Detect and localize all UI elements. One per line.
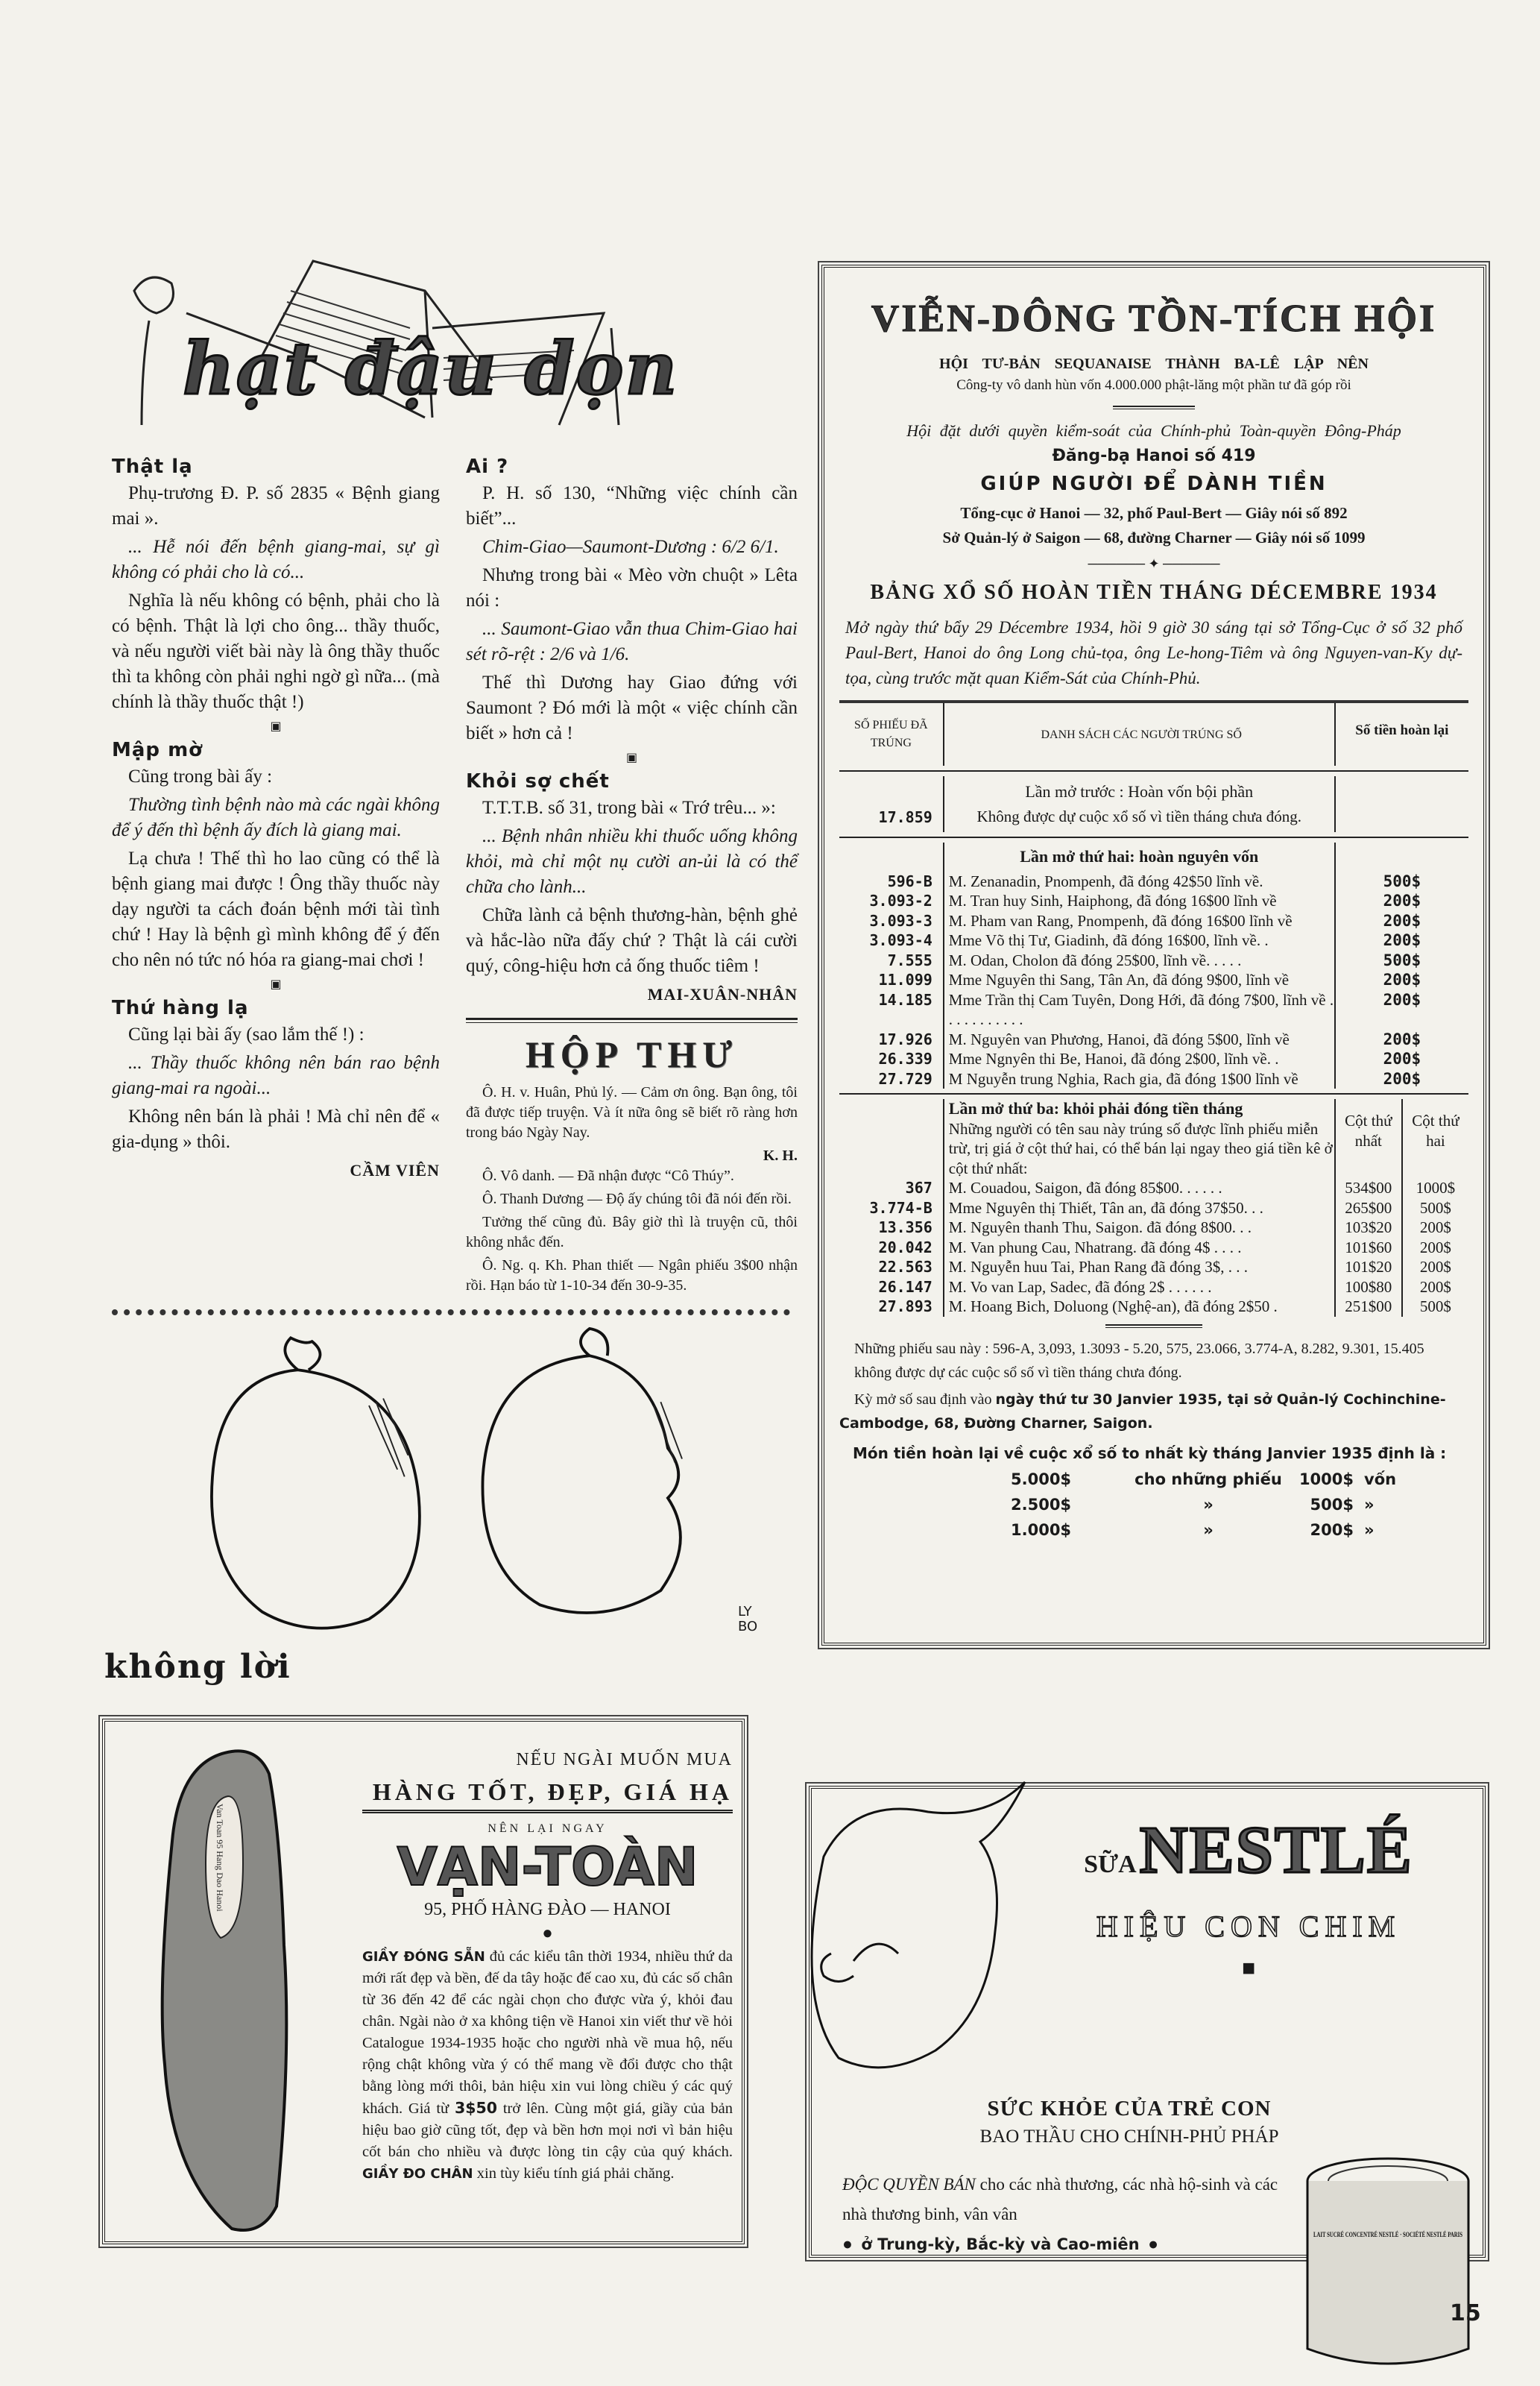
face-value: 200$ (1401, 1218, 1468, 1238)
table-row (839, 1030, 1468, 1050)
refund-amount: 200$ (1334, 990, 1468, 1030)
sale-value: 251$00 (1345, 1297, 1392, 1315)
winner-name: M. Tran huy Sinh, Haiphong, đã đóng 16$00 lĩnh về (943, 891, 1334, 911)
refund-amount: 200$ (1334, 931, 1468, 951)
winner-name: Mme Nguyên thị Thiết, Tân an, đã đóng 37$50. . . (943, 1198, 1334, 1218)
refund-amount: 200$ (1334, 911, 1468, 931)
empty-cell (839, 1099, 943, 1178)
prize-amount: 5.000$ (1011, 1470, 1072, 1488)
refund-amount: 500$ (1334, 872, 1468, 892)
ad-pre: SỮA (1084, 1851, 1137, 1878)
mailbox-letter: Ô. Ng. q. Kh. Phan thiết — Ngân phiếu 3$00 nhận rồi. Hạn báo từ 1-10-34 đến 30-9-35. (466, 1257, 798, 1294)
sale-value: 534$00 (1345, 1179, 1392, 1197)
face-value: 500$ (1401, 1297, 1468, 1317)
ticket-number: 3.093-3 (869, 911, 932, 930)
article-paragraph: Chim-Giao—Saumont-Dương : 6/2 6/1. (482, 537, 779, 557)
refund-amount: 200$ (1334, 1069, 1468, 1089)
ticket-number: 11.099 (878, 971, 932, 989)
column-header-art (112, 246, 798, 425)
table-header (839, 703, 1468, 766)
table-row (839, 1238, 1468, 1258)
header-ticket-number: SỐ PHIẾU ĐÃ TRÚNG (854, 719, 928, 749)
mailbox-letter: Tưởng thế cũng đủ. Bây giờ thì là truyện cũ, thôi không nhắc đến. (466, 1214, 798, 1250)
article-paragraph: ... Hễ nói đến bệnh giang-mai, sự gì không có phải cho là có... (112, 537, 440, 582)
next-draw (839, 1388, 1461, 1435)
article-paragraph: ... Bệnh nhân nhiều khi thuốc uống không khỏi, mà chỉ một nụ cười an-ủi là có thể chữa cho lành... (466, 826, 798, 897)
winner-cell (943, 1099, 1334, 1178)
mailbox-section (466, 1018, 798, 1296)
prize-capital: 500$ (1310, 1495, 1354, 1514)
draw-heading: Lần mở trước : Hoàn vốn bội phần (1025, 782, 1254, 801)
ad-line2: BAO THẦU CHO CHÍNH-PHỦ PHÁP (979, 2127, 1279, 2147)
ad-body-lead2: GIẦY ĐO CHÂN (362, 2166, 473, 2182)
ad-body-text: xin tùy kiểu tính giá phải chăng. (473, 2165, 675, 2182)
square-ornament-icon: ■ (1241, 1956, 1256, 1980)
draw-heading: Lần mở thứ hai: hoàn nguyên vốn (943, 843, 1334, 872)
winner-name: M. Vo van Lap, Sadec, đã đóng 2$ . . . . . . (943, 1277, 1334, 1297)
nestle-headline-block (965, 2095, 1293, 2149)
table-row (839, 911, 1468, 931)
left-column (112, 451, 440, 1183)
winner-name: Mme Trần thị Cam Tuyên, Dong Hới, đã đóng 7$00, lĩnh về . . . . . . . . . . . (943, 990, 1334, 1030)
ornament-icon: ▣ (270, 978, 282, 991)
middle-column (466, 451, 798, 1299)
ticket-number: 367 (905, 1179, 932, 1197)
ornament-icon: ▣ (270, 720, 282, 733)
divider (1105, 1324, 1202, 1328)
refund-amount: 200$ (1334, 1049, 1468, 1069)
face-value: 200$ (1401, 1257, 1468, 1277)
amount-cell (1334, 1218, 1468, 1238)
ad-body-text: trở lên. Cùng một giá, giầy của bản hiệu bao giờ cũng tốt, đẹp và bền hơn mọi nơi vì bản hiệu cốt bán cho nhiều và được lòng tin cậy của quý khách. (362, 2100, 733, 2160)
milk-can-illustration (1302, 2155, 1474, 2379)
table-row (839, 1257, 1468, 1277)
table-row (839, 1178, 1468, 1198)
ticket-number: 17.926 (878, 1030, 932, 1048)
cartoon-caption: không lời (104, 1648, 291, 1686)
table-row-heading (839, 843, 1468, 872)
prize-list (824, 1467, 1483, 1543)
prize-unit: » (1364, 1495, 1375, 1514)
nestle-text (1025, 1812, 1472, 1981)
shoe-illustration (120, 1744, 359, 2236)
prize-text: » (1203, 1520, 1214, 1539)
ad-brand: NESTLÉ (1139, 1813, 1413, 1887)
amount-cell (1334, 776, 1468, 832)
column-header-second: Cột thứ hai (1401, 1099, 1468, 1178)
cartoon-artist-signature: LY BO (738, 1604, 758, 1634)
article-paragraph: Chữa lành cả bệnh thương-hàn, bệnh ghẻ và hắc-lào nữa đấy chứ ? Thật là cái cười quý, công-hiệu hơn cả ống thuốc tiêm ! (466, 905, 798, 976)
table-row (839, 1297, 1468, 1317)
sale-value: 265$00 (1345, 1198, 1392, 1217)
header-amount: Số tiền hoàn lại (1334, 703, 1468, 766)
ad-pre: NẾU NGÀI MUỐN MUA (516, 1750, 733, 1769)
column-header-title: hạt đậu dọn (183, 327, 679, 411)
ticket-number: 7.555 (887, 951, 932, 969)
article-paragraph: Phụ-trương Đ. P. số 2835 « Bệnh giang mai ». (112, 483, 440, 529)
prize-amount: 1.000$ (1011, 1520, 1072, 1539)
winner-name: Mme Ngnyên thi Be, Hanoi, đã đóng 2$00, lĩnh về. . (943, 1049, 1334, 1069)
sale-value: 101$60 (1345, 1238, 1392, 1256)
winner-name: M. Nguyễn huu Tai, Phan Rang đã đóng 3$, . . . (943, 1257, 1334, 1277)
wordless-cartoon (104, 1327, 790, 1700)
next-draw-detail: ngày thứ tư 30 Janvier 1935, tại sở Quản-lý Cochinchine-Cambodge, 68, Đường Charner, Saigon. (839, 1391, 1446, 1432)
amount-columns (1334, 1099, 1468, 1178)
ad-body-lead: ĐỘC QUYỀN BÁN (842, 2175, 976, 2194)
column-header-first: Cột thứ nhất (1345, 1112, 1392, 1150)
middle-column-articles (466, 454, 798, 1007)
mailbox-letters (466, 1083, 798, 1296)
ad-control: Hội đặt dưới quyền kiểm-soát của Chính-phủ Toàn-quyền Đông-Pháp (906, 421, 1401, 440)
article-paragraph: Thế thì Dương hay Giao đứng với Saumont ? Đó mới là một « việc chính cần biết » hơn cả ! (466, 673, 798, 743)
dotted-divider (112, 1309, 790, 1315)
prize-row (824, 1517, 1483, 1543)
nestle-body (842, 2170, 1282, 2259)
winner-name: M. Couadou, Saigon, đã đóng 85$00. . . . . . (943, 1178, 1334, 1198)
article-paragraph: Nghĩa là nếu không có bệnh, phải cho là có bệnh. Thật là lợi cho ông... thầy thuốc, và nếu người viết bài này là ông thầy thuốc thì ta không còn phải nghi ngờ gì nữa... (mà chính là thầy thuốc thật !) (112, 591, 440, 712)
table-row (839, 931, 1468, 951)
draw-intro: Mở ngày thứ bẩy 29 Décembre 1934, hồi 9 giờ 30 sáng tại sở Tổng-Cục ở số 32 phố Paul-Bert, Hanoi do ông Long chủ-tọa, ông Le-hong-Tiêm và ông Nguyen-van-Ky dự-tọa, cùng trước mặt quan Kiểm-Sát của Chính-Phủ. (845, 618, 1462, 687)
ticket-number: 3.093-2 (869, 892, 932, 910)
amount-cell (1334, 1277, 1468, 1297)
page-number: 15 (1450, 2300, 1481, 2326)
table-row (839, 951, 1468, 971)
sale-value: 100$80 (1345, 1277, 1392, 1296)
amount-cell (1334, 843, 1468, 872)
divider (839, 837, 1468, 838)
vien-dong-advertisement (821, 265, 1486, 1646)
article-title: Ai ? (466, 456, 509, 478)
prize-capital: 200$ (1310, 1520, 1354, 1539)
refund-amount: 200$ (1334, 891, 1468, 911)
winner-name: M. Van phung Cau, Nhatrang. đã đóng 4$ . . . . (943, 1238, 1334, 1258)
winner-name: M. Nguyên van Phương, Hanoi, đã đóng 5$00, lĩnh về (943, 1030, 1334, 1050)
winner-name: M. Zenanadin, Pnompenh, đã đóng 42$50 lĩnh về. (943, 872, 1334, 892)
article-paragraph: Cũng trong bài ấy : (128, 767, 273, 787)
refund-amount: 200$ (1334, 1030, 1468, 1050)
article-paragraph: ... Saumont-Giao vẫn thua Chim-Giao hai sét rõ-rệt : 2/6 và 1/6. (466, 619, 798, 664)
winner-name: M. Hoang Bich, Doluong (Nghệ-an), đã đóng 2$50 . (943, 1297, 1334, 1317)
article-paragraph: T.T.T.B. số 31, trong bài « Trớ trêu... »: (482, 798, 776, 818)
mailbox-letter: Ô. Thanh Dương — Độ ấy chúng tôi đã nói đến rồi. (482, 1191, 792, 1207)
bullet-icon: ● (1139, 2235, 1158, 2253)
header-winners: DANH SÁCH CÁC NGƯỜI TRÚNG SỐ (943, 703, 1334, 766)
bullet-icon: ● (542, 1924, 553, 1943)
face-value: 200$ (1401, 1238, 1468, 1258)
ad-address: 95, PHỐ HÀNG ĐÀO — HANOI (424, 1900, 671, 1919)
ticket-number: 3.774-B (869, 1198, 932, 1217)
amount-cell (1334, 1238, 1468, 1258)
ad-brand: VẠN-TOÀN (397, 1836, 698, 1898)
article-paragraph: Cũng lại bài ấy (sao lắm thế !) : (128, 1024, 365, 1045)
cartoon-drawing (104, 1327, 790, 1640)
ad-sub: HIỆU CON CHIM (1096, 1910, 1401, 1943)
amount-cell (1334, 1178, 1468, 1198)
winner-name: M. Odan, Cholon đã đóng 25$00, lĩnh về. . . . . (943, 951, 1334, 971)
winner-name: M Nguyễn trung Nghia, Rach gia, đã đóng 1$00 lĩnh về (943, 1069, 1334, 1089)
article-paragraph: Nhưng trong bài « Mèo vờn chuột » Lêta nói : (466, 565, 798, 611)
ad-sub: NÊN LẠI NGAY (487, 1822, 608, 1835)
divider (1113, 406, 1195, 409)
divider (466, 1018, 798, 1023)
winner-name: M. Pham van Rang, Pnompenh, đã đóng 16$00 lĩnh về (943, 911, 1334, 931)
prize-amount: 2.500$ (1011, 1495, 1072, 1514)
ad-slogan: GIÚP NGƯỜI ĐỂ DÀNH TIỀN (980, 473, 1328, 495)
face-value: 500$ (1401, 1198, 1468, 1218)
ad-headline: HÀNG TỐT, ĐẸP, GIÁ HẠ (362, 1777, 733, 1813)
table-row (839, 970, 1468, 990)
ticket-number: 26.147 (878, 1277, 932, 1296)
winner-cell (943, 776, 1334, 832)
draw-title: BẢNG XỔ SỐ HOÀN TIỀN THÁNG DÉCEMBRE 1934 (870, 581, 1438, 604)
refund-amount: 200$ (1334, 970, 1468, 990)
winner-name: Mme Nguyên thi Sang, Tân An, đã đóng 9$00, lĩnh về (943, 970, 1334, 990)
mailbox-title: HỘP THƯ (525, 1033, 739, 1075)
ad-title: VIỄN-DÔNG TỒN-TÍCH HỘI (871, 298, 1437, 340)
mailbox-letter: Ô. H. v. Huân, Phủ lý. — Cảm ơn ông. Bạn ông, tôi đã được tiếp truyện. Và ít nữa ông sẽ biết rõ ràng hơn trong báo Ngày Nay. (466, 1084, 798, 1141)
mailbox-signer: K. H. (763, 1148, 798, 1164)
prize-capital: 1000$ (1298, 1470, 1354, 1488)
van-toan-text (362, 1748, 733, 2185)
ad-hq-address: Tổng-cục ở Hanoi — 32, phố Paul-Bert — Giây nói số 892 (960, 504, 1348, 522)
article-paragraph: Thường tình bệnh nào mà các ngài không để ý đến thì bệnh ấy đích là giang mai. (112, 795, 440, 840)
winner-name: M. Nguyên thanh Thu, Saigon. đã đóng 8$00. . . (943, 1218, 1334, 1238)
author-signature: CẦM VIÊN (350, 1161, 440, 1180)
prize-text: » (1203, 1495, 1214, 1514)
ad-body-text: cho các nhà thương, các nhà hộ-sinh và các nhà thương binh, vân vân (842, 2175, 1278, 2223)
prize-row (824, 1492, 1483, 1517)
table-row (839, 1218, 1468, 1238)
ticket-number: 20.042 (878, 1238, 932, 1256)
prize-unit: » (1364, 1520, 1375, 1539)
amount-cell (1334, 1198, 1468, 1218)
bullet-icon: ● (842, 2235, 862, 2253)
ticket-number: 22.563 (878, 1258, 932, 1276)
ticket-number: 27.893 (878, 1297, 932, 1315)
ticket-number: 13.356 (878, 1218, 932, 1236)
nestle-advertisement (801, 1737, 1491, 2259)
empty-cell (839, 843, 943, 872)
amount-cell (1334, 1297, 1468, 1317)
mailbox-letter: Ô. Vô danh. — Đã nhận được “Cô Thúy”. (482, 1168, 734, 1184)
divider (839, 770, 1468, 772)
van-toan-advertisement (102, 1719, 745, 2244)
face-value: 200$ (1401, 1277, 1468, 1297)
ticket-number: 14.185 (878, 990, 932, 1009)
can-label: LAIT SUCRÉ CONCENTRÉ NESTLÉ · SOCIÉTÉ NESTLÉ PARIS (1313, 2231, 1462, 2238)
prize-title: Món tiền hoàn lại về cuộc xổ số to nhất kỳ tháng Janvier 1935 định là : (853, 1444, 1447, 1462)
table-row (839, 872, 1468, 892)
table-row (839, 990, 1468, 1030)
draw-note: Những người có tên sau này trúng số được lĩnh phiếu miễn trừ, trị giá ở cột thứ hai, có thể bán lại ngay theo giá tiền kê ở cột thứ nhất: (948, 1119, 1333, 1177)
article-title: Thứ hàng lạ (112, 997, 249, 1019)
prize-unit: vốn (1364, 1470, 1397, 1488)
ad-subtitle: HỘI TƯ-BẢN SEQUANAISE THÀNH BA-LÊ LẬP NÊN (939, 356, 1369, 372)
table-row (839, 1198, 1468, 1218)
amount-cell (1334, 1257, 1468, 1277)
article-title: Khỏi sợ chết (466, 770, 610, 793)
child-drinking-illustration (801, 1767, 1025, 2110)
excluded-tickets: Những phiếu sau này : 596-A, 3,093, 1.3093 - 5.20, 575, 23.066, 3.774-A, 8.282, 9.301, 15.405 không được dự các cuộc sổ số vì tiền tháng chưa đóng. (854, 1340, 1424, 1381)
nestle-brand-line (1025, 1812, 1472, 1908)
table-row-first-draw (839, 776, 1468, 832)
ad-registry: Đăng-bạ Hanoi số 419 (1052, 447, 1256, 465)
ad-body-lead: GIẦY ĐÓNG SẴN (362, 1949, 485, 1965)
ornament-divider: ────── ✦ ────── (1088, 556, 1220, 571)
draw-note: Không được dự cuộc xổ số vì tiền tháng chưa đóng. (976, 807, 1301, 825)
ticket-number: 26.339 (878, 1050, 932, 1068)
article-paragraph: Không nên bán là phải ! Mà chỉ nên để « gia-dụng » thôi. (112, 1107, 440, 1152)
ornament-icon: ▣ (625, 752, 638, 764)
prize-text: cho những phiếu (1135, 1470, 1282, 1488)
ticket-number: 17.859 (878, 808, 932, 826)
article-title: Mập mờ (112, 739, 203, 761)
next-draw-lead: Kỳ mở số sau định vào (854, 1391, 996, 1408)
ticket-number: 596-B (887, 872, 932, 890)
ad-headline: SỨC KHỎE CỦA TRẺ CON (987, 2097, 1272, 2121)
article-paragraph: Lạ chưa ! Thế thì ho lao cũng có thể là bệnh giang mai được ! Ông thầy thuốc này dạy người ta cách đoán bệnh mới tài tình chứ ! Hay là bệnh gì mình không để ý đến cho nên nó tức nó hóa ra giang-mai chơi ! (112, 849, 440, 970)
table-row (839, 1069, 1468, 1089)
table-row (839, 1049, 1468, 1069)
article-paragraph: P. H. số 130, “Những việc chính cần biết”... (466, 483, 798, 529)
prize-row (824, 1467, 1483, 1492)
shoe-insole-label: Van Toan 95 Hang Dao Hanoi (215, 1804, 225, 1912)
ad-capital: Công-ty vô danh hùn vốn 4.000.000 phật-lăng một phần tư đã góp rồi (956, 377, 1351, 393)
draw-heading: Lần mở thứ ba: khỏi phải đóng tiền tháng (948, 1099, 1243, 1118)
ad-price: 3$50 (454, 2099, 498, 2117)
author-signature: MAI-XUÂN-NHÂN (647, 985, 798, 1004)
ad-regions: ở Trung-kỳ, Bắc-kỳ và Cao-miên (861, 2235, 1140, 2253)
sale-value: 101$20 (1345, 1258, 1392, 1276)
ticket-number: 27.729 (878, 1069, 932, 1088)
table-row (839, 1277, 1468, 1297)
article-paragraph: ... Thầy thuốc không nên bán rao bệnh giang-mai ra ngoài... (112, 1053, 440, 1098)
table-row (839, 891, 1468, 911)
table-row-heading (839, 1099, 1468, 1178)
refund-amount: 500$ (1334, 951, 1468, 971)
ad-branch-address: Sở Quản-lý ở Saigon — 68, đường Charner — Giây nói số 1099 (942, 529, 1366, 547)
ad-body (362, 1946, 733, 2185)
article-title: Thật lạ (112, 456, 193, 478)
ad-body-text: đủ các kiểu tân thời 1934, nhiều thứ da mới rất đẹp và bền, đế da tây hoặc đế cao xu, đủ các số chân từ 36 đến 42 để các ngài chọn cho được vừa ý, khỏi đau chân. Ngài nào ở xa không tiện về Hanoi xin viết thư về hỏi Catalogue 1934-1935 hoặc cho người nhà về mua hộ, nếu rộng chật không vừa ý có thể mang về đổi được cho thật bằng lòng mới thôi, bản hiệu xin vui lòng chiều ý các quý khách. Giá từ (362, 1948, 733, 2117)
divider (839, 1093, 1468, 1095)
sale-value: 103$20 (1345, 1218, 1392, 1236)
lottery-results-table (839, 703, 1468, 1317)
face-value: 1000$ (1401, 1178, 1468, 1198)
winner-name: Mme Võ thị Tư, Giadinh, đã đóng 16$00, lĩnh về. . (943, 931, 1334, 951)
ticket-number: 3.093-4 (869, 931, 932, 949)
